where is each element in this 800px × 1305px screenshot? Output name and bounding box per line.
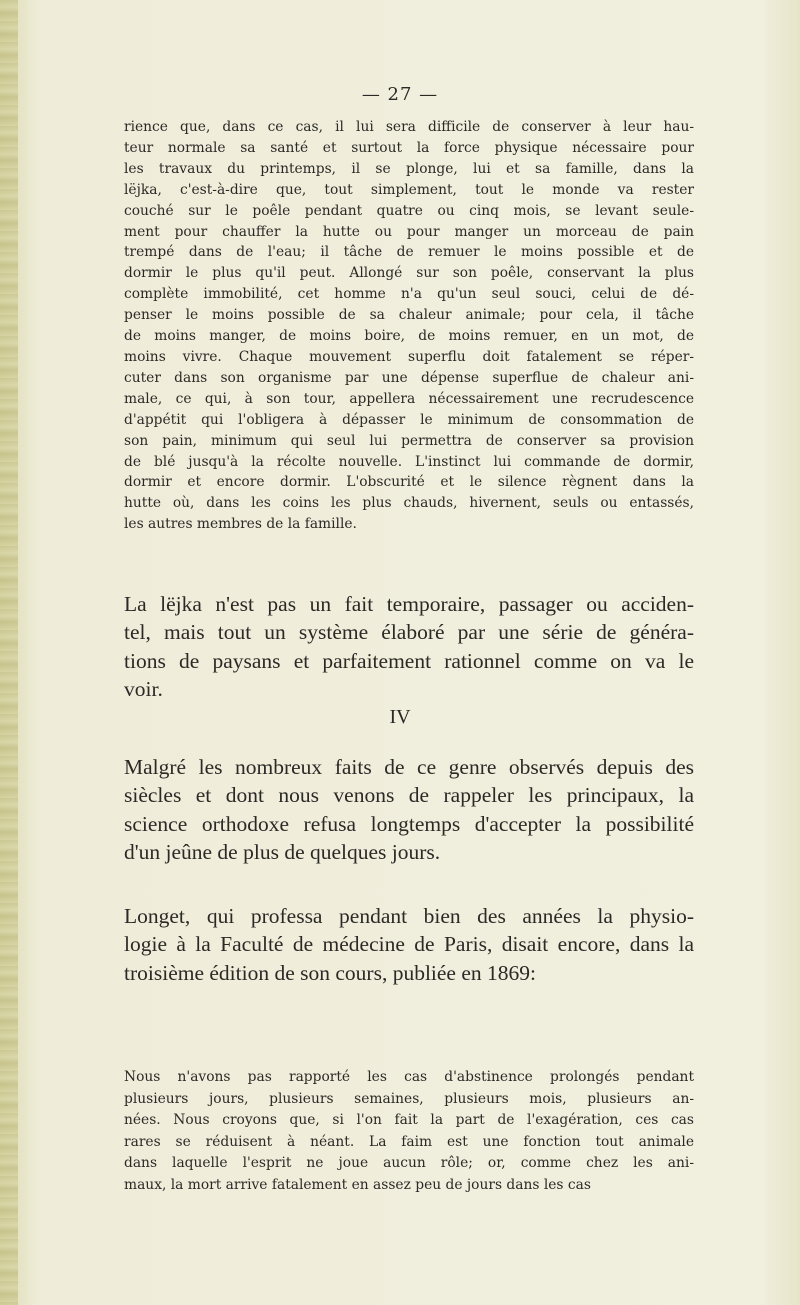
text-line: tions de paysans et parfaitement rationnel comme on va le (124, 648, 694, 673)
text-line: dormir et encore dormir. L'obscurité et le silence règnent dans la (124, 474, 694, 491)
text-line: d'appétit qui l'obligera à dépasser le minimum de consommation de (124, 411, 694, 428)
text-line: science orthodoxe refusa longtemps d'accepter la possibilité (124, 811, 694, 836)
text-line: dans laquelle l'esprit ne joue aucun rôle; or, comme chez les ani- (124, 1155, 694, 1171)
text-line: les autres membres de la famille. (124, 516, 357, 533)
text-line: de moins manger, de moins boire, de moins remuer, en un mot, de (124, 328, 694, 345)
scan-binding-edge (0, 0, 18, 1305)
text-line: Longet, qui professa pendant bien des années la physio- (124, 904, 694, 928)
paragraph-1 (124, 117, 694, 535)
text-line: hutte où, dans les coins les plus chauds, hivernent, seuls ou entassés, (124, 495, 694, 512)
text-line: male, ce qui, à son tour, appellera nécessairement une recrudescence (124, 390, 694, 407)
text-line: teur normale sa santé et surtout la force physique nécessaire pour (124, 139, 694, 156)
page-number: — 27 — (361, 84, 439, 105)
text-line: maux, la mort arrive fatalement en assez peu de jours dans les cas (124, 1176, 591, 1193)
paragraph-4 (124, 902, 694, 987)
text-line: siècles et dont nous venons de rappeler les principaux, la (124, 783, 694, 808)
text-line: rares se réduisent à néant. La faim est une fonction tout animale (124, 1133, 694, 1150)
text-line: les travaux du printemps, il se plonge, lui et sa famille, dans la (124, 160, 694, 177)
text-line: troisième édition de son cours, publiée en 1869: (124, 960, 536, 985)
text-line: complète immobilité, cet homme n'a qu'un seul souci, celui de dé- (124, 286, 694, 303)
text-line: d'un jeûne de plus de quelques jours. (124, 840, 441, 865)
text-line: ment pour chauffer la hutte ou pour manger un morceau de pain (124, 223, 694, 240)
text-line: rience que, dans ce cas, il lui sera difficile de conserver à leur hau- (124, 119, 694, 135)
text-line: lëjka, c'est-à-dire que, tout simplement, tout le monde va rester (124, 181, 694, 198)
text-line: Nous n'avons pas rapporté les cas d'abstinence prolongés pendant (124, 1069, 694, 1085)
text-line: couché sur le poêle pendant quatre ou cinq mois, se levant seule- (124, 202, 694, 219)
quotation-paragraph (124, 1067, 694, 1196)
paragraph-2 (124, 590, 694, 704)
text-line: tel, mais tout un système élaboré par une série de généra- (124, 620, 694, 645)
text-line: son pain, minimum qui seul lui permettra de conserver sa provision (124, 432, 694, 449)
text-line: penser le moins possible de sa chaleur animale; pour cela, il tâche (124, 307, 694, 324)
text-line: voir. (124, 677, 163, 702)
text-line: Malgré les nombreux faits de ce genre observés depuis des (124, 755, 694, 779)
text-line: plusieurs jours, plusieurs semaines, plusieurs mois, plusieurs an- (124, 1090, 694, 1107)
text-line: trempé dans de l'eau; il tâche de remuer le moins possible et de (124, 244, 694, 261)
section-heading: IV (389, 706, 411, 728)
text-line: de blé jusqu'à la récolte nouvelle. L'instinct lui commande de dormir, (124, 453, 694, 470)
text-line: dormir le plus qu'il peut. Allongé sur son poêle, conservant la plus (124, 265, 694, 282)
text-line: cuter dans son organisme par une dépense superflue de chaleur ani- (124, 369, 694, 386)
paragraph-3 (124, 753, 694, 867)
text-line: La lëjka n'est pas un fait temporaire, passager ou acciden- (124, 592, 694, 616)
text-line: logie à la Faculté de médecine de Paris, disait encore, dans la (124, 932, 694, 957)
text-line: nées. Nous croyons que, si l'on fait la part de l'exagération, ces cas (124, 1112, 694, 1128)
text-line: moins vivre. Chaque mouvement superflu doit fatalement se réper- (124, 348, 694, 365)
